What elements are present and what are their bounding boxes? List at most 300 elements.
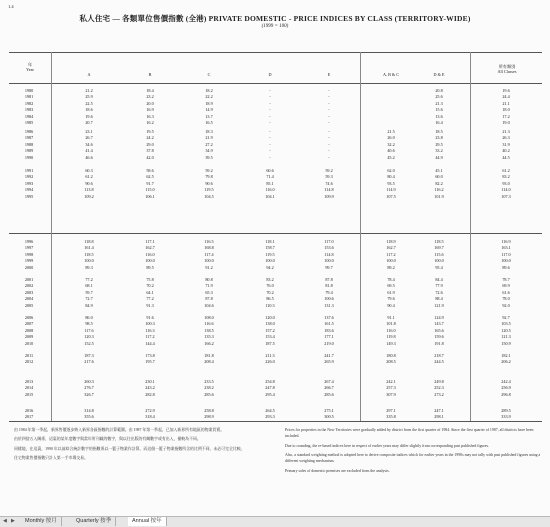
index-value-cell: 120.5: [501, 327, 511, 333]
index-value-cell: 27.2: [205, 141, 213, 147]
table-row: [9, 334, 542, 339]
index-value-cell: 91.1: [387, 315, 395, 320]
index-value-cell: 118.5: [434, 239, 444, 244]
index-value-cell: 187.3: [84, 353, 94, 358]
index-value-cell: 89.5: [146, 264, 154, 270]
index-value-cell: 26.3: [502, 135, 510, 141]
index-value-cell: 60.3: [85, 168, 93, 173]
row-year-cell: 1985: [24, 120, 34, 125]
index-value-cell: 335.8: [386, 414, 396, 420]
index-value-cell: 131.3: [324, 302, 334, 308]
row-year-cell: 1986: [24, 129, 34, 134]
index-value-cell: 333.9: [501, 414, 511, 420]
row-year-cell: 1993: [24, 180, 34, 186]
index-value-cell: 124.9: [434, 315, 444, 320]
table-row: [9, 321, 542, 326]
index-value-cell: 307.9: [386, 391, 396, 397]
index-value-cell: 100.0: [386, 258, 396, 264]
index-value-cell: 208.4: [204, 359, 214, 365]
index-value-cell: 121.9: [434, 302, 444, 308]
row-year-cell: 2008: [24, 327, 34, 333]
row-year-cell: 1982: [24, 100, 34, 106]
row-year-cell: 2010: [24, 340, 34, 346]
index-value-cell: 25.9: [85, 94, 93, 100]
index-value-cell: 78.7: [502, 277, 510, 282]
table-row: [9, 94, 542, 99]
index-value-cell: 177.1: [324, 334, 334, 340]
index-value-cell: 20.7: [85, 120, 93, 125]
index-value-cell: -: [269, 135, 271, 141]
index-value-cell: 71.4: [266, 174, 274, 180]
note-en-1: Prices for properties in the New Territories were gradually added by district from the first quarter of 1984. Since the first quarter of 1987, all districts have been included.: [285, 428, 534, 439]
index-value-cell: 100.0: [145, 258, 155, 264]
table-subtitle: (1999 = 100): [261, 24, 289, 29]
index-value-cell: 83.2: [266, 277, 274, 282]
index-value-cell: -: [269, 120, 271, 125]
index-value-cell: 162.7: [145, 245, 155, 251]
index-value-cell: 74.6: [325, 180, 333, 186]
index-value-cell: 183.6: [324, 327, 334, 333]
index-value-cell: 163.1: [501, 245, 511, 251]
row-year-cell: 2017: [24, 414, 34, 420]
index-value-cell: 195.7: [145, 359, 155, 365]
index-value-cell: 206.2: [501, 359, 511, 365]
index-value-cell: 247.8: [265, 385, 275, 391]
index-value-cell: 169.7: [434, 245, 444, 251]
table-row: [9, 353, 542, 358]
index-value-cell: 117.0: [501, 251, 511, 257]
index-value-cell: 69.9: [502, 283, 510, 289]
sheet-tab-monthly[interactable]: Monthly 按月: [21, 517, 62, 526]
index-value-cell: 119.5: [265, 251, 275, 257]
index-value-cell: 107.3: [501, 193, 511, 199]
table-row: [9, 296, 542, 301]
col-e-header: E: [327, 72, 331, 77]
index-value-cell: 16.9: [146, 107, 154, 113]
row-year-cell: 2002: [24, 283, 34, 289]
index-value-cell: 273.2: [434, 391, 444, 397]
index-value-cell: 100.3: [145, 321, 155, 327]
index-value-cell: 15.6: [435, 107, 443, 113]
table-row: [9, 148, 542, 153]
index-value-cell: 282.8: [145, 391, 155, 397]
index-value-cell: 18.9: [205, 100, 213, 106]
table-row: [9, 239, 542, 244]
index-value-cell: 19.0: [502, 120, 510, 125]
index-value-cell: 265.9: [324, 359, 334, 365]
index-value-cell: 108.0: [204, 315, 214, 320]
index-value-cell: 16.3: [146, 113, 154, 119]
index-value-cell: 61.6: [502, 289, 510, 295]
index-value-cell: 252.3: [434, 385, 444, 391]
index-value-cell: 78.0: [502, 296, 510, 302]
index-value-cell: 90.4: [387, 302, 395, 308]
index-value-cell: 68.1: [85, 283, 93, 289]
table-row: [9, 258, 542, 263]
index-value-cell: 267.4: [324, 379, 334, 384]
index-value-cell: 143.7: [434, 321, 444, 327]
index-value-cell: 158.7: [265, 245, 275, 251]
scroll-tabs-left-icon[interactable]: ◀: [3, 518, 7, 524]
table-title: 私人住宅 — 各類單位售價指數 (全港) PRIVATE DOMESTIC - PRICE INDICES BY CLASS (TERRITORY-WIDE): [79, 14, 471, 23]
sheet-tab-quarterly[interactable]: Quarterly 按季: [72, 517, 116, 526]
col-year-header: 年 Year: [26, 62, 34, 72]
index-value-cell: 233.5: [204, 379, 214, 384]
index-value-cell: 16.5: [205, 120, 213, 125]
index-value-cell: 26.7: [85, 135, 93, 141]
index-value-cell: 355.6: [84, 414, 94, 420]
index-value-cell: 120.0: [265, 315, 275, 320]
index-value-cell: 114.9: [386, 187, 396, 193]
index-value-cell: 326.7: [84, 391, 94, 397]
index-value-cell: 244.5: [434, 359, 444, 365]
index-value-cell: 18.3: [205, 129, 213, 134]
index-value-cell: 91.3: [146, 302, 154, 308]
index-value-cell: 165.6: [434, 327, 444, 333]
index-value-cell: 93.5: [387, 180, 395, 186]
index-value-cell: -: [269, 88, 271, 93]
index-value-cell: 211.3: [265, 353, 275, 358]
index-value-cell: 45.2: [387, 154, 395, 160]
table-row: [9, 277, 542, 282]
index-value-cell: 70.2: [146, 283, 154, 289]
index-value-cell: 20.0: [146, 100, 154, 106]
index-value-cell: 260.3: [84, 379, 94, 384]
index-value-cell: 116.2: [434, 187, 444, 193]
index-value-cell: 242.4: [501, 379, 511, 384]
index-value-cell: 40.2: [502, 148, 510, 154]
index-value-cell: 18.2: [205, 88, 213, 93]
index-value-cell: 161.4: [84, 245, 94, 251]
index-value-cell: -: [328, 135, 330, 141]
note-en-4: Primary sales of domestic premises are excluded from the analysis.: [285, 468, 390, 473]
index-value-cell: 18.5: [435, 129, 443, 134]
row-year-cell: 1994: [24, 187, 34, 193]
index-value-cell: 173.8: [145, 353, 155, 358]
row-year-cell: 2005: [24, 302, 34, 308]
index-value-cell: 44.9: [435, 154, 443, 160]
row-year-cell: 2013: [24, 379, 34, 384]
index-value-cell: -: [328, 113, 330, 119]
index-value-cell: 100.6: [324, 296, 334, 302]
index-value-cell: 298.9: [204, 414, 214, 420]
index-value-cell: 72.6: [435, 289, 443, 295]
index-value-cell: 60.6: [266, 168, 274, 173]
table-row: [9, 283, 542, 288]
index-value-cell: 79.4: [325, 289, 333, 295]
index-value-cell: 100.0: [265, 258, 275, 264]
index-value-cell: 191.8: [434, 340, 444, 346]
index-value-cell: -: [269, 107, 271, 113]
index-value-cell: 293.3: [265, 414, 275, 420]
index-value-cell: 182.1: [501, 353, 511, 358]
index-value-cell: 289.5: [501, 408, 511, 413]
row-year-cell: 1999: [24, 258, 34, 264]
index-value-cell: 84.9: [85, 302, 93, 308]
index-value-cell: 115.6: [434, 251, 444, 257]
index-value-cell: 159.6: [434, 334, 444, 340]
index-value-cell: 83.2: [502, 174, 510, 180]
index-value-cell: -: [269, 113, 271, 119]
row-year-cell: 2009: [24, 334, 34, 340]
index-value-cell: 25.6: [435, 94, 443, 100]
index-value-cell: -: [269, 154, 271, 160]
table-row: [9, 114, 542, 119]
index-value-cell: 138.0: [265, 321, 275, 327]
table-row: [9, 168, 542, 173]
index-value-cell: 181.8: [204, 353, 214, 358]
index-value-cell: 137.6: [324, 315, 334, 320]
index-value-cell: 90.6: [85, 180, 93, 186]
index-value-cell: 161.5: [324, 321, 334, 327]
col-all-header: 所有類別 All Classes: [497, 64, 517, 74]
index-value-cell: 117.6: [84, 327, 94, 333]
index-value-cell: 77.2: [146, 296, 154, 302]
index-value-cell: 17.2: [502, 113, 510, 119]
index-value-cell: 77.2: [85, 277, 93, 282]
row-year-cell: 2016: [24, 408, 34, 413]
index-value-cell: 109.9: [324, 193, 334, 199]
table-row: [9, 328, 542, 333]
table-row: [9, 341, 542, 346]
index-value-cell: 153.4: [265, 334, 275, 340]
index-value-cell: 116.0: [145, 251, 155, 257]
index-value-cell: 238.2: [204, 385, 214, 391]
index-value-cell: 99.7: [325, 264, 333, 270]
table-row: [9, 315, 542, 320]
index-value-cell: 22.2: [205, 94, 213, 100]
index-value-cell: 58.6: [146, 168, 154, 173]
row-year-cell: 1988: [24, 141, 34, 147]
index-value-cell: 113.8: [84, 187, 94, 193]
note-zh-4: 住宅物業售價指數只計入第一手市場交易。: [14, 456, 88, 461]
index-value-cell: 62.0: [387, 168, 395, 173]
index-value-cell: 114.8: [324, 251, 334, 257]
index-value-cell: 119.8: [386, 334, 396, 340]
index-value-cell: 115.0: [145, 187, 155, 193]
index-value-cell: 19.6: [85, 113, 93, 119]
index-value-cell: 41.4: [85, 148, 93, 154]
index-value-cell: 100.0: [84, 258, 94, 264]
col-abc-header: A, B & C: [382, 72, 400, 77]
index-value-cell: 92.0: [502, 302, 510, 308]
row-year-cell: 1987: [24, 135, 34, 141]
index-value-cell: 98.5: [85, 321, 93, 327]
index-value-cell: 26.0: [387, 135, 395, 141]
index-value-cell: 91.6: [146, 315, 154, 320]
note-zh-2: 由於四捨五入關係，這裏的某年度數字與當年所刊載的數字，與以往出版的有關數字或有出入，僅較為不同。: [14, 437, 201, 442]
index-value-cell: 104.5: [204, 193, 214, 199]
index-value-cell: 296.8: [501, 391, 511, 397]
index-value-cell: 118.5: [84, 251, 94, 257]
index-value-cell: 285.6: [204, 391, 214, 397]
index-value-cell: 87.8: [325, 277, 333, 282]
index-value-cell: 89.6: [502, 264, 510, 270]
index-value-cell: 65.3: [205, 289, 213, 295]
index-value-cell: 45.1: [435, 168, 443, 173]
scroll-tabs-right-icon[interactable]: ▶: [11, 518, 15, 524]
index-value-cell: 88.4: [435, 296, 443, 302]
index-value-cell: 295.4: [265, 391, 275, 397]
index-value-cell: 100.0: [434, 258, 444, 264]
index-value-cell: 90.6: [205, 180, 213, 186]
index-value-cell: 208.5: [386, 359, 396, 365]
notes-chinese: [14, 427, 269, 465]
index-value-cell: 18.6: [85, 107, 93, 113]
index-value-cell: 117.4: [204, 251, 214, 257]
row-year-cell: 1981: [24, 94, 34, 100]
index-value-cell: -: [328, 141, 330, 147]
index-value-cell: 79.8: [205, 174, 213, 180]
note-zh-1: 由 1984 年第一季起，新界售價逐步納入新界各區指數的計算範圍。由 1987 年第一季起，已加入新界所有地區的物業買賣。: [14, 428, 225, 432]
row-year-cell: 2006: [24, 315, 34, 320]
index-value-cell: 24.2: [146, 135, 154, 141]
sheet-tab-bar: [0, 516, 550, 527]
index-value-cell: 116.5: [204, 239, 214, 244]
index-value-cell: 218.7: [434, 353, 444, 358]
index-value-cell: 117.0: [324, 239, 334, 244]
table-row: [9, 129, 542, 134]
index-value-cell: 37.8: [146, 148, 154, 154]
index-value-cell: 101.8: [386, 321, 396, 327]
index-value-cell: 187.5: [265, 340, 275, 346]
index-value-cell: 32.2: [387, 141, 395, 147]
note-en-3: Also, a standard weighting method is adopted here to derive composite indices which for earlier years in the 1990s may not tally with past published figures using a different weighting mechanism.: [285, 452, 541, 464]
table-row: [9, 245, 542, 250]
index-value-cell: 162.7: [386, 245, 396, 251]
index-value-cell: 135.3: [204, 334, 214, 340]
index-value-cell: 42.0: [146, 154, 154, 160]
index-value-cell: 22.5: [85, 100, 93, 106]
row-year-cell: 1980: [24, 88, 34, 93]
index-value-cell: 84.4: [435, 277, 443, 282]
index-value-cell: 100.0: [324, 258, 334, 264]
index-value-cell: 110.3: [265, 302, 275, 308]
row-year-cell: 1997: [24, 245, 34, 251]
index-value-cell: 297.1: [386, 408, 396, 413]
index-value-cell: 254.8: [265, 379, 275, 384]
index-value-cell: 118.9: [386, 239, 396, 244]
index-value-cell: 153.6: [324, 245, 334, 251]
index-value-cell: 16.2: [146, 120, 154, 125]
index-value-cell: 257.3: [386, 385, 396, 391]
index-value-cell: 76.0: [266, 283, 274, 289]
index-value-cell: 85.1: [266, 180, 274, 186]
col-de-header: D & E: [433, 72, 445, 77]
col-c-header: C: [207, 72, 211, 77]
index-value-cell: 13.6: [435, 113, 443, 119]
index-value-cell: 31.9: [502, 141, 510, 147]
index-value-cell: 318.4: [145, 414, 155, 420]
index-value-cell: -: [328, 100, 330, 106]
table-row: [9, 107, 542, 112]
col-d-header: D: [268, 72, 272, 77]
col-b-header: B: [148, 72, 152, 77]
index-value-cell: -: [328, 129, 330, 134]
index-value-cell: 219.0: [324, 340, 334, 346]
table-row: [9, 135, 542, 140]
index-value-cell: 117.2: [386, 251, 396, 257]
index-value-cell: 104.1: [265, 193, 275, 199]
index-value-cell: 91.2: [205, 264, 213, 270]
index-value-cell: 62.5: [146, 174, 154, 180]
sheet-tab-annual[interactable]: Annual 按年: [128, 517, 167, 526]
index-value-cell: 95.4: [435, 264, 443, 270]
index-value-cell: 226.0: [265, 359, 275, 365]
index-value-cell: 242.1: [386, 379, 396, 384]
index-value-cell: 59.2: [325, 168, 333, 173]
index-value-cell: 23.1: [85, 129, 93, 134]
index-value-cell: 61.2: [85, 174, 93, 180]
index-value-cell: 21.9: [205, 135, 213, 141]
index-value-cell: -: [328, 148, 330, 154]
index-value-cell: 75.8: [146, 277, 154, 282]
index-value-cell: 149.3: [386, 340, 396, 346]
index-value-cell: 100.0: [501, 258, 511, 264]
table-row: [9, 252, 542, 257]
index-value-cell: 64.1: [146, 289, 154, 295]
index-value-cell: 94.2: [266, 264, 274, 270]
notes-english: [285, 427, 543, 477]
row-year-cell: 2003: [24, 289, 34, 295]
index-value-cell: 314.8: [84, 408, 94, 413]
index-value-cell: 180.8: [386, 353, 396, 358]
col-a-header: A: [87, 72, 91, 77]
index-value-cell: 29.5: [435, 141, 443, 147]
index-value-cell: 21.1: [502, 100, 510, 106]
index-value-cell: 61.2: [502, 168, 510, 173]
index-value-cell: 298.1: [434, 414, 444, 420]
index-value-cell: 60.0: [435, 174, 443, 180]
index-value-cell: 80.8: [205, 277, 213, 282]
index-value-cell: 16.4: [435, 120, 443, 125]
index-value-cell: 117.2: [145, 334, 155, 340]
index-value-cell: 33.2: [435, 148, 443, 154]
row-year-cell: 2004: [24, 296, 34, 302]
index-value-cell: 19.6: [502, 88, 510, 93]
index-value-cell: 29.0: [146, 141, 154, 147]
index-value-cell: 264.5: [265, 408, 275, 413]
index-value-cell: 39.5: [205, 154, 213, 160]
index-value-cell: 46.6: [85, 154, 93, 160]
table-row: [9, 174, 542, 179]
index-value-cell: 59.3: [325, 174, 333, 180]
index-value-cell: -: [328, 94, 330, 100]
index-value-cell: 118.1: [265, 239, 275, 244]
index-value-cell: 14.9: [205, 107, 213, 113]
table-row: [9, 408, 542, 413]
index-value-cell: 119.5: [204, 187, 214, 193]
index-value-cell: 91.7: [146, 180, 154, 186]
index-value-cell: 23.8: [435, 135, 443, 141]
index-value-cell: 19.5: [146, 129, 154, 134]
table-row: [9, 265, 542, 270]
index-value-cell: 69.5: [387, 283, 395, 289]
index-value-cell: 59.2: [205, 168, 213, 173]
index-value-cell: 21.3: [502, 129, 510, 134]
index-value-cell: 116.6: [204, 321, 214, 327]
index-value-cell: 80.4: [387, 174, 395, 180]
index-value-cell: 21.5: [387, 129, 395, 134]
table-row: [9, 359, 542, 364]
row-year-cell: 2007: [24, 321, 34, 327]
row-year-cell: 2014: [24, 385, 34, 391]
index-value-cell: 34.9: [205, 148, 213, 154]
index-value-cell: 100.0: [204, 258, 214, 264]
index-value-cell: 44.5: [502, 154, 510, 160]
index-value-cell: 103.5: [501, 321, 511, 327]
index-value-cell: -: [269, 148, 271, 154]
